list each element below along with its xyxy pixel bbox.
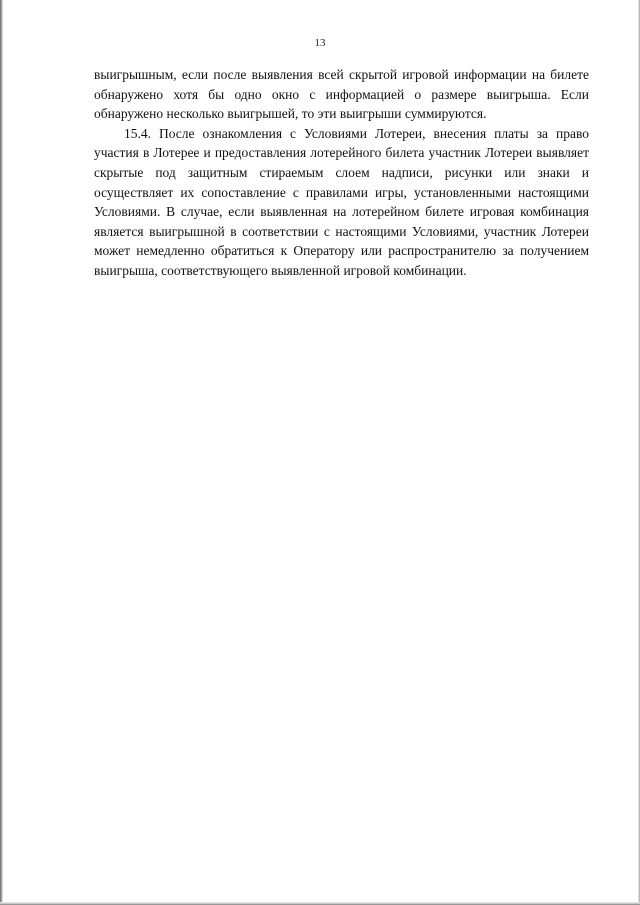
paragraph-clause-15-4: 15.4. После ознакомления с Условиями Лотереи, внесения платы за право участия в Лотерее и предоставления лотерейного билета участник Лотереи выявляет скрытые под защитным стираемым слоем надписи, рисунки или знаки и осуществляет их сопоставление с правилами игры, установленными настоящими Условиями. В случае, если выявленная на лотерейном билете игровая комбинация является выигрышной в соответствии с настоящими Условиями, участник Лотереи может немедленно обратиться к Оператору или распространителю за получением выигрыша, соответствующего выявленной игровой комбинации. (94, 125, 589, 278)
document-body (94, 65, 589, 281)
scan-edge-left (0, 0, 3, 905)
page-number: 13 (314, 37, 326, 49)
paragraph-continuation: выигрышным, если после выявления всей скрытой игровой информации на билете обнаружено хотя бы одно окно с информацией о размере выигрыша. Если обнаружено несколько выигрышей, то эти выигрыши суммируются. (94, 67, 589, 122)
